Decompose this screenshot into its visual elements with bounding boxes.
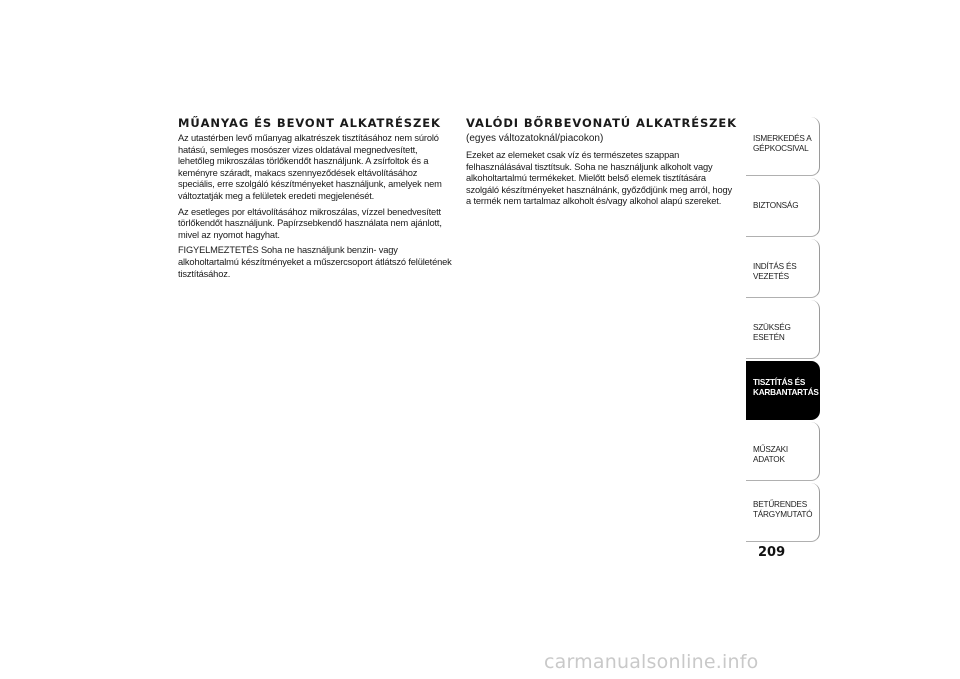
- page-number: 209: [758, 545, 786, 560]
- tab-label: BIZTONSÁG: [753, 201, 799, 210]
- paragraph: Az utastérben levő műanyag alkatrészek tisztításához nem súroló hatású, semleges mosószer vizes oldatával megnedvesített, lehetőleg mikroszálas törlőkendőt használjunk. A zsírfoltok és a keményre száradt, makacs szennyeződések eltávolításához speciális, erre szolgáló készítményeket használjunk, amelyek nem változtatják meg a felületek eredeti megjelenését.: [178, 133, 442, 201]
- section-heading: VALÓDI BŐRBEVONATÚ ALKATRÉSZEK: [466, 116, 737, 130]
- chapter-tabs: [746, 117, 820, 544]
- tab-label: INDÍTÁS ÉS VEZETÉS: [753, 262, 797, 281]
- tab-emergency[interactable]: [746, 300, 820, 359]
- tab-technical-data[interactable]: [746, 422, 820, 481]
- tab-label: TÁRGYMUTATÓ: [753, 510, 813, 519]
- watermark: carmanualsonline.info: [544, 651, 759, 673]
- section-plastic-parts: [178, 116, 456, 284]
- section-heading: MŰANYAG ÉS BEVONT ALKATRÉSZEK: [178, 116, 441, 130]
- tab-label: TISZTÍTÁS ÉS: [753, 378, 806, 387]
- tab-getting-to-know-car[interactable]: [746, 117, 820, 176]
- paragraph: Az esetleges por eltávolításához mikroszálas, vízzel benedvesített törlőkendőt használjunk. Papírzsebkendő használata nem ajánlott, mivel az nyomot hagyhat.: [178, 206, 442, 240]
- section-leather-parts: [466, 116, 738, 212]
- section-subheading: (egyes változatoknál/piacokon): [466, 133, 604, 144]
- tab-label: SZÜKSÉG ESETÉN: [753, 323, 791, 342]
- tab-label: BETŰRENDES: [753, 500, 807, 509]
- tab-cleaning-maintenance[interactable]: [746, 361, 820, 420]
- paragraph: Ezeket az elemeket csak víz és természetes szappan felhasználásával tisztítsuk. Soha ne használjunk alkoholt vagy alkoholtartalmú termékeket. Mielőtt belső elemek tisztítására szolgáló készítményeket használnánk, győződjünk meg arról, hogy a termék nem tartalmaz alkoholt és/vagy alkohol alapú szereket.: [466, 150, 732, 207]
- tab-index[interactable]: [746, 483, 820, 542]
- tab-starting-driving[interactable]: [746, 239, 820, 298]
- tab-label: GÉPKOCSIVAL: [753, 144, 809, 153]
- warning-paragraph: FIGYELMEZTETÉS Soha ne használjunk benzin- vagy alkoholtartalmú készítményeket a műszercsoport átlátszó felületének tisztításához.: [178, 245, 452, 279]
- tab-label: MŰSZAKI ADATOK: [753, 445, 788, 464]
- tab-label: KARBANTARTÁS: [753, 388, 819, 397]
- tab-label: ISMERKEDÉS A: [753, 134, 812, 143]
- tab-safety[interactable]: [746, 178, 820, 237]
